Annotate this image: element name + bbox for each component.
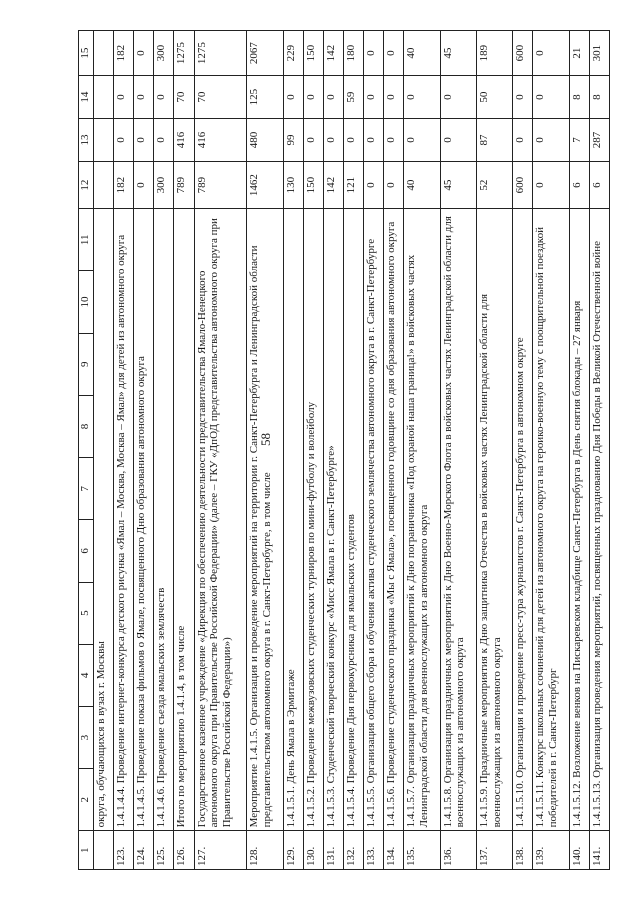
table-row bbox=[533, 31, 569, 870]
table-row bbox=[174, 31, 194, 870]
row-number: 130. bbox=[303, 831, 323, 870]
cell-col-15: 21 bbox=[569, 31, 589, 76]
header-cell: 13 bbox=[79, 119, 94, 162]
cell-col-12: 0 bbox=[134, 162, 154, 209]
row-description: 1.4.1.5.6. Проведение студенческого праздника «Мы с Ямала», посвященного годовщине со дня образования автономного округа bbox=[384, 209, 404, 831]
table-row bbox=[134, 31, 154, 870]
cell-col-13: 0 bbox=[343, 119, 363, 162]
cell-col-13: 0 bbox=[404, 119, 440, 162]
cell-col-13: 0 bbox=[384, 119, 404, 162]
table-row bbox=[440, 31, 476, 870]
row-description: округа, обучающихся в вузах г. Москвы bbox=[94, 209, 114, 831]
page-number: 58 bbox=[258, 433, 273, 446]
table-row bbox=[404, 31, 440, 870]
row-number: 129. bbox=[283, 831, 303, 870]
cell-col-12: 600 bbox=[513, 162, 533, 209]
cell-col-12: 52 bbox=[476, 162, 512, 209]
table-row bbox=[589, 31, 609, 870]
cell-col-12: 150 bbox=[303, 162, 323, 209]
cell-col-15: 2067 bbox=[247, 31, 283, 76]
row-description: 1.4.1.5.1. День Ямала в Эрмитаже bbox=[283, 209, 303, 831]
row-description: 1.4.1.4.4. Проведение интернет-конкурса детского рисунка «Ямал – Москва, Москва – Ямал» для детей из автономного округа bbox=[114, 209, 134, 831]
row-number: 139. bbox=[533, 831, 569, 870]
row-description: 1.4.1.5.7. Организация праздничных мероприятий к Дню пограничника «Под охраной наша граница!» в войсковых частях Ленинградской области для военнослужащих из автономного округа bbox=[404, 209, 440, 831]
cell-col-14: 125 bbox=[247, 76, 283, 119]
cell-col-15: 182 bbox=[114, 31, 134, 76]
continuation-row bbox=[94, 31, 114, 870]
cell-col-13: 480 bbox=[247, 119, 283, 162]
rotated-table-wrapper bbox=[78, 30, 610, 870]
cell-col-14: 0 bbox=[114, 76, 134, 119]
header-cell: 14 bbox=[79, 76, 94, 119]
cell-col-12: 0 bbox=[363, 162, 383, 209]
cell-col-12 bbox=[94, 162, 114, 209]
cell-col-15 bbox=[94, 31, 114, 76]
table-row bbox=[114, 31, 134, 870]
header-row bbox=[79, 31, 94, 870]
row-description: 1.4.1.5.10. Организация и проведение пресс-тура журналистов г. Санкт-Петербурга в автономном округе bbox=[513, 209, 533, 831]
row-number: 133. bbox=[363, 831, 383, 870]
table-row bbox=[154, 31, 174, 870]
row-description: 1.4.1.5.8. Организация праздничных мероприятий к Дню Военно-Морского Флота в войсковых частях Ленинградской области для военнослужащих из автономного округа bbox=[440, 209, 476, 831]
cell-col-14: 0 bbox=[533, 76, 569, 119]
cell-col-14: 0 bbox=[513, 76, 533, 119]
row-description: 1.4.1.4.6. Проведение съезда ямальских землячеств bbox=[154, 209, 174, 831]
row-number: 138. bbox=[513, 831, 533, 870]
cell-col-13: 99 bbox=[283, 119, 303, 162]
header-cell: 1 bbox=[79, 831, 94, 870]
row-description: 1.4.1.5.5. Организация общего сбора и обучения актива студенческого землячества автономного округа в г. Санкт-Петербурге bbox=[363, 209, 383, 831]
table-row bbox=[194, 31, 247, 870]
row-description: Итого по мероприятию 1.4.1.4, в том числе bbox=[174, 209, 194, 831]
header-cell: 5 bbox=[79, 582, 94, 644]
row-description: 1.4.1.5.3. Студенческий творческий конкурс «Мисс Ямала в г. Санкт-Петербурге» bbox=[323, 209, 343, 831]
cell-col-14: 0 bbox=[363, 76, 383, 119]
cell-col-13: 87 bbox=[476, 119, 512, 162]
cell-col-14: 0 bbox=[303, 76, 323, 119]
row-number: 131. bbox=[323, 831, 343, 870]
cell-col-12: 300 bbox=[154, 162, 174, 209]
cell-col-15: 142 bbox=[323, 31, 343, 76]
table-row bbox=[363, 31, 383, 870]
header-cell: 3 bbox=[79, 706, 94, 768]
row-description: 1.4.1.5.4. Проведение Дня первокурсника для ямальских студентов bbox=[343, 209, 363, 831]
cell-col-14: 0 bbox=[323, 76, 343, 119]
row-description: 1.4.1.5.2. Проведение межвузовских студенческих турниров по мини-футболу и волейболу bbox=[303, 209, 323, 831]
cell-col-14: 70 bbox=[194, 76, 247, 119]
cell-col-13: 0 bbox=[363, 119, 383, 162]
cell-col-14: 70 bbox=[174, 76, 194, 119]
header-cell: 11 bbox=[79, 209, 94, 271]
header-cell: 7 bbox=[79, 458, 94, 520]
cell-col-15: 189 bbox=[476, 31, 512, 76]
row-number: 141. bbox=[589, 831, 609, 870]
header-cell: 15 bbox=[79, 31, 94, 76]
header-cell: 9 bbox=[79, 333, 94, 395]
cell-col-13: 0 bbox=[440, 119, 476, 162]
row-number: 134. bbox=[384, 831, 404, 870]
cell-col-12: 789 bbox=[174, 162, 194, 209]
cell-col-12: 182 bbox=[114, 162, 134, 209]
table-row bbox=[384, 31, 404, 870]
header-cell: 12 bbox=[79, 162, 94, 209]
row-number: 126. bbox=[174, 831, 194, 870]
table-row bbox=[247, 31, 283, 870]
cell-col-12: 0 bbox=[533, 162, 569, 209]
cell-col-15: 301 bbox=[589, 31, 609, 76]
header-cell: 8 bbox=[79, 395, 94, 457]
table-row bbox=[283, 31, 303, 870]
cell-col-13: 0 bbox=[303, 119, 323, 162]
row-number: 127. bbox=[194, 831, 247, 870]
cell-col-13: 0 bbox=[513, 119, 533, 162]
cell-col-13 bbox=[94, 119, 114, 162]
row-number bbox=[94, 831, 114, 870]
cell-col-14: 59 bbox=[343, 76, 363, 119]
cell-col-13: 0 bbox=[323, 119, 343, 162]
cell-col-12: 789 bbox=[194, 162, 247, 209]
cell-col-15: 180 bbox=[343, 31, 363, 76]
row-number: 132. bbox=[343, 831, 363, 870]
cell-col-13: 0 bbox=[114, 119, 134, 162]
row-number: 124. bbox=[134, 831, 154, 870]
cell-col-15: 1275 bbox=[174, 31, 194, 76]
table-row bbox=[476, 31, 512, 870]
cell-col-15: 0 bbox=[134, 31, 154, 76]
cell-col-14: 8 bbox=[589, 76, 609, 119]
row-number: 123. bbox=[114, 831, 134, 870]
table-row bbox=[343, 31, 363, 870]
cell-col-15: 0 bbox=[363, 31, 383, 76]
cell-col-13: 0 bbox=[134, 119, 154, 162]
header-cell: 10 bbox=[79, 271, 94, 333]
row-description: Государственное казенное учреждение «Дирекция по обеспечению деятельности представительства Ямало-Ненецкого автономного округа при Правительстве Российской Федерации» (далее – ГКУ «ДпОД представительства автономного округа при Правительстве Российской Федерации») bbox=[194, 209, 247, 831]
cell-col-14: 8 bbox=[569, 76, 589, 119]
row-description: Мероприятие 1.4.1.5. Организация и проведение мероприятий на территории г. Санкт-Петербурга и Ленинградской области представительством автономного округа в г. Санкт-Петербурге, в том числе bbox=[247, 209, 283, 831]
budget-table bbox=[78, 30, 610, 870]
cell-col-15: 300 bbox=[154, 31, 174, 76]
cell-col-13: 0 bbox=[154, 119, 174, 162]
row-description: 1.4.1.5.11. Конкурс школьных сочинений для детей из автономного округа на героико-военную тему с поощрительной поездкой победителей в г. Санкт-Петербург bbox=[533, 209, 569, 831]
cell-col-15: 150 bbox=[303, 31, 323, 76]
cell-col-14: 0 bbox=[404, 76, 440, 119]
row-number: 140. bbox=[569, 831, 589, 870]
cell-col-12: 6 bbox=[589, 162, 609, 209]
cell-col-13: 7 bbox=[569, 119, 589, 162]
table-row bbox=[569, 31, 589, 870]
table-row bbox=[513, 31, 533, 870]
cell-col-13: 0 bbox=[533, 119, 569, 162]
cell-col-14: 0 bbox=[440, 76, 476, 119]
cell-col-15: 0 bbox=[533, 31, 569, 76]
row-description: 1.4.1.5.9. Праздничные мероприятия к Дню защитника Отечества в войсковых частях Ленинградской области для военнослужащих из автономного округа bbox=[476, 209, 512, 831]
cell-col-13: 416 bbox=[174, 119, 194, 162]
row-number: 128. bbox=[247, 831, 283, 870]
cell-col-12: 121 bbox=[343, 162, 363, 209]
cell-col-15: 0 bbox=[384, 31, 404, 76]
cell-col-14 bbox=[94, 76, 114, 119]
table-body bbox=[94, 31, 610, 870]
cell-col-12: 6 bbox=[569, 162, 589, 209]
cell-col-15: 45 bbox=[440, 31, 476, 76]
cell-col-12: 0 bbox=[384, 162, 404, 209]
row-number: 137. bbox=[476, 831, 512, 870]
cell-col-14: 0 bbox=[134, 76, 154, 119]
header-cell: 6 bbox=[79, 520, 94, 582]
cell-col-14: 0 bbox=[154, 76, 174, 119]
cell-col-13: 416 bbox=[194, 119, 247, 162]
row-number: 136. bbox=[440, 831, 476, 870]
cell-col-12: 130 bbox=[283, 162, 303, 209]
cell-col-12: 142 bbox=[323, 162, 343, 209]
row-description: 1.4.1.4.5. Проведение показа фильмов о Ямале, посвященного Дню образования автономного округа bbox=[134, 209, 154, 831]
row-number: 125. bbox=[154, 831, 174, 870]
cell-col-13: 287 bbox=[589, 119, 609, 162]
row-description: 1.4.1.5.13. Организация проведения мероприятий, посвященных празднованию Дня Победы в Великой Отечественной войне bbox=[589, 209, 609, 831]
cell-col-15: 1275 bbox=[194, 31, 247, 76]
cell-col-12: 45 bbox=[440, 162, 476, 209]
cell-col-14: 0 bbox=[384, 76, 404, 119]
cell-col-15: 40 bbox=[404, 31, 440, 76]
table-row bbox=[303, 31, 323, 870]
cell-col-12: 1462 bbox=[247, 162, 283, 209]
cell-col-15: 600 bbox=[513, 31, 533, 76]
row-description: 1.4.1.5.12. Возложение венков на Пискаревском кладбище Санкт-Петербурга в День снятия блокады – 27 января bbox=[569, 209, 589, 831]
cell-col-14: 0 bbox=[283, 76, 303, 119]
header-cell: 4 bbox=[79, 644, 94, 706]
row-number: 135. bbox=[404, 831, 440, 870]
cell-col-15: 229 bbox=[283, 31, 303, 76]
header-cell: 2 bbox=[79, 769, 94, 831]
cell-col-14: 50 bbox=[476, 76, 512, 119]
table-row bbox=[323, 31, 343, 870]
cell-col-12: 40 bbox=[404, 162, 440, 209]
